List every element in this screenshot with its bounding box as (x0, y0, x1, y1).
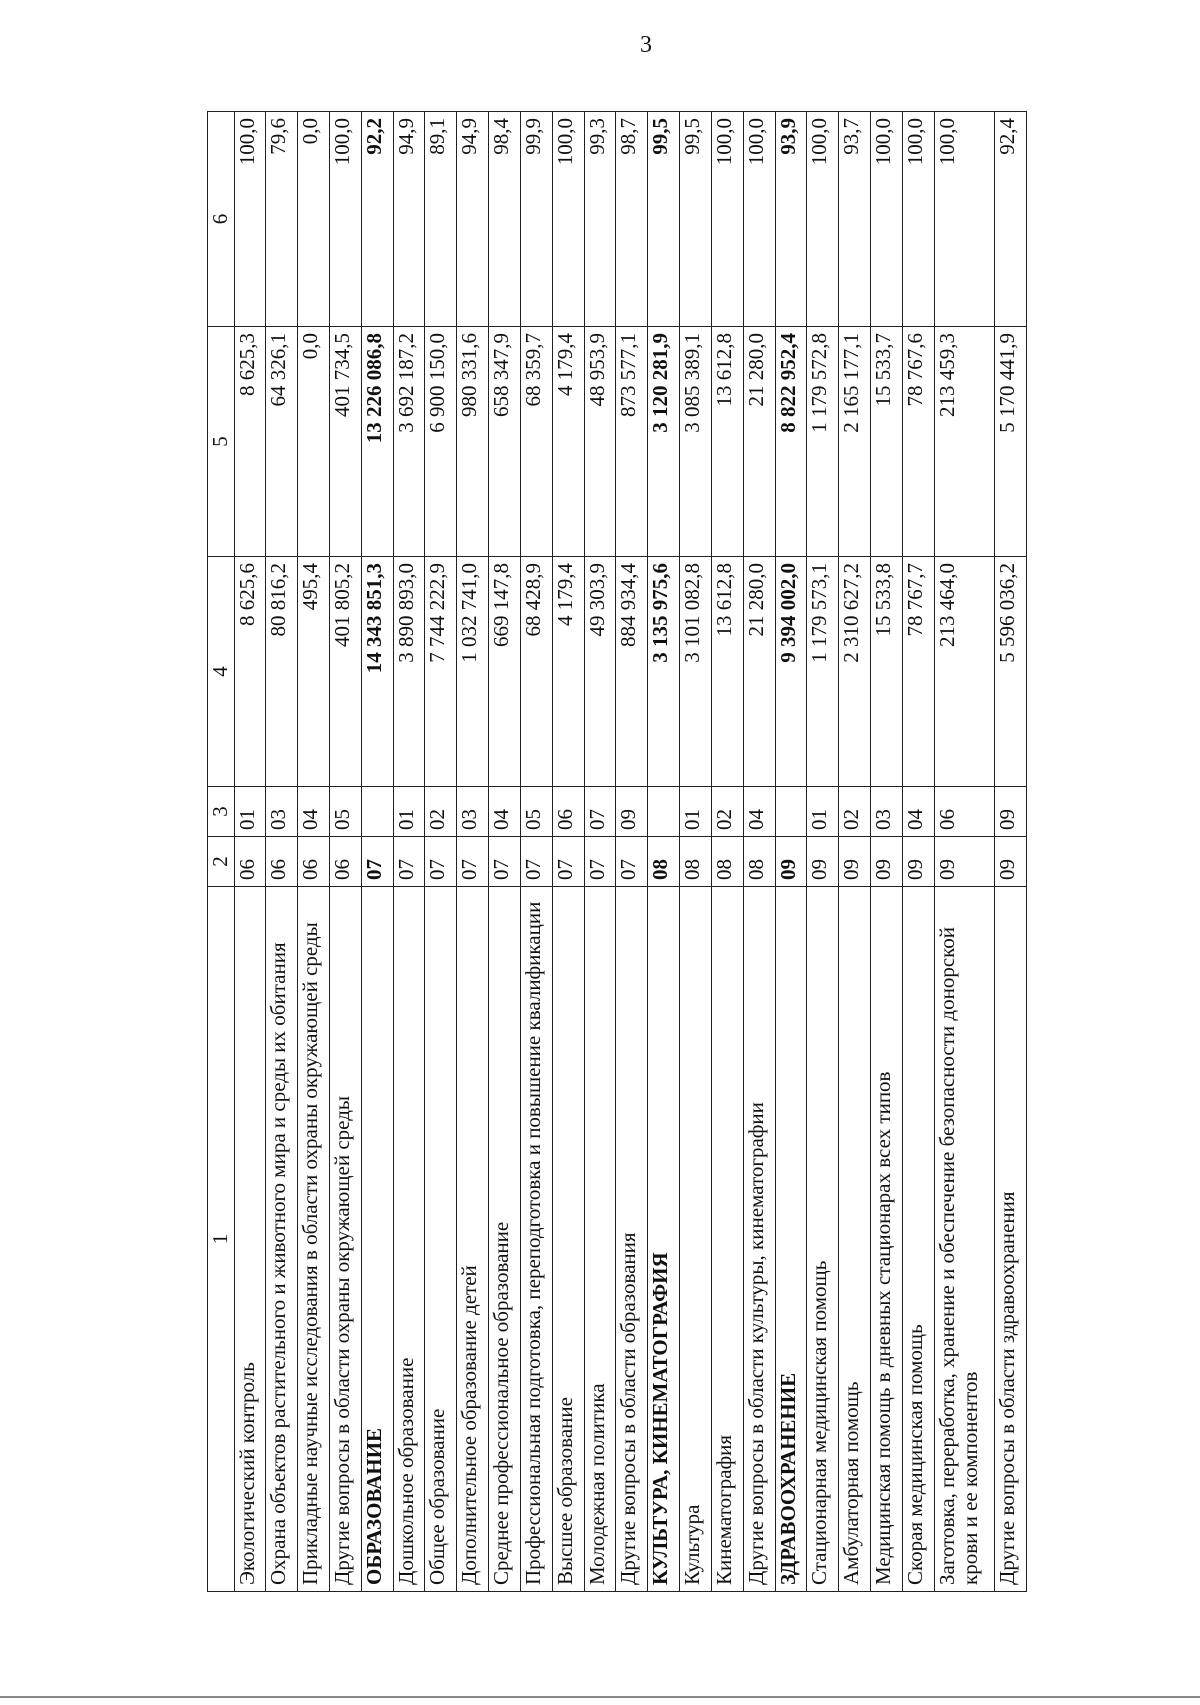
row-value-col6: 99,9 (520, 112, 552, 327)
row-subsection-code: 01 (393, 787, 425, 837)
row-section-code: 09 (839, 837, 871, 887)
row-value-col6: 100,0 (902, 112, 934, 327)
row-name-cell: Медицинская помощь в дневных стационарах всех типов (871, 887, 903, 1592)
table-row (330, 112, 362, 1592)
row-name-cell: Стационарная медицинская помощь (807, 887, 839, 1592)
row-subsection-code: 03 (871, 787, 903, 837)
row-value-col5: 2 165 177,1 (839, 327, 871, 557)
row-name-cell: Другие вопросы в области охраны окружающей среды (330, 887, 362, 1592)
row-value-col4: 401 805,2 (330, 557, 362, 787)
row-value-col6: 99,5 (648, 112, 680, 327)
table-row (648, 112, 680, 1592)
row-value-col6: 100,0 (807, 112, 839, 327)
row-name-cell: Культура (680, 887, 712, 1592)
row-value-col5: 13 612,8 (711, 327, 743, 557)
row-subsection-code: 02 (425, 787, 457, 837)
row-name-cell: КУЛЬТУРА, КИНЕМАТОГРАФИЯ (648, 887, 680, 1592)
table-row (616, 112, 648, 1592)
row-value-col4: 15 533,8 (871, 557, 903, 787)
row-section-code: 07 (552, 837, 584, 887)
row-value-col6: 100,0 (743, 112, 775, 327)
row-value-col6: 100,0 (711, 112, 743, 327)
row-value-col4: 7 744 222,9 (425, 557, 457, 787)
row-value-col4: 80 816,2 (266, 557, 298, 787)
row-name-cell: Кинематография (711, 887, 743, 1592)
row-value-col5: 48 953,9 (584, 327, 616, 557)
row-section-code: 09 (807, 837, 839, 887)
row-value-col4: 213 464,0 (934, 557, 994, 787)
row-value-col5: 78 767,6 (902, 327, 934, 557)
row-subsection-code: 03 (266, 787, 298, 837)
row-value-col4: 3 890 893,0 (393, 557, 425, 787)
row-subsection-code: 03 (457, 787, 489, 837)
table-row (266, 112, 298, 1592)
table-row (425, 112, 457, 1592)
row-subsection-code: 02 (839, 787, 871, 837)
table-row (680, 112, 712, 1592)
header-cell-2: 2 (208, 837, 235, 887)
row-value-col6: 92,2 (361, 112, 393, 327)
table-row (520, 112, 552, 1592)
row-value-col5: 3 692 187,2 (393, 327, 425, 557)
row-section-code: 09 (994, 837, 1026, 887)
row-name-cell: Другие вопросы в области здравоохранения (994, 887, 1026, 1592)
row-subsection-code: 06 (934, 787, 994, 837)
row-subsection-code: 07 (584, 787, 616, 837)
row-value-col6: 100,0 (934, 112, 994, 327)
row-value-col5: 21 280,0 (743, 327, 775, 557)
page-number: 3 (640, 32, 652, 58)
header-cell-5: 5 (208, 327, 235, 557)
row-section-code: 09 (934, 837, 994, 887)
row-section-code: 07 (393, 837, 425, 887)
row-value-col5: 8 625,3 (234, 327, 266, 557)
row-name-cell: Дошкольное образование (393, 887, 425, 1592)
row-value-col5: 3 120 281,9 (648, 327, 680, 557)
row-name-cell: Молодежная политика (584, 887, 616, 1592)
table-row (934, 112, 994, 1592)
table-row (871, 112, 903, 1592)
row-section-code: 07 (584, 837, 616, 887)
table-row (807, 112, 839, 1592)
row-value-col5: 13 226 086,8 (361, 327, 393, 557)
table-row (743, 112, 775, 1592)
row-value-col6: 99,3 (584, 112, 616, 327)
row-name-cell: Амбулаторная помощь (839, 887, 871, 1592)
row-name-cell: ОБРАЗОВАНИЕ (361, 887, 393, 1592)
row-value-col5: 980 331,6 (457, 327, 489, 557)
table-body (234, 112, 1026, 1592)
row-name-cell: Прикладные научные исследования в области охраны окружающей среды (298, 887, 330, 1592)
row-subsection-code: 06 (552, 787, 584, 837)
row-value-col6: 99,5 (680, 112, 712, 327)
row-value-col5: 64 326,1 (266, 327, 298, 557)
row-value-col5: 6 900 150,0 (425, 327, 457, 557)
row-section-code: 06 (298, 837, 330, 887)
row-subsection-code: 01 (680, 787, 712, 837)
row-value-col5: 1 179 572,8 (807, 327, 839, 557)
row-value-col4: 1 032 741,0 (457, 557, 489, 787)
row-value-col5: 15 533,7 (871, 327, 903, 557)
row-value-col6: 100,0 (552, 112, 584, 327)
scan-edge-divider (0, 1696, 1200, 1698)
header-cell-6: 6 (208, 112, 235, 327)
row-value-col4: 884 934,4 (616, 557, 648, 787)
row-value-col5: 8 822 952,4 (775, 327, 807, 557)
row-section-code: 06 (330, 837, 362, 887)
row-value-col5: 401 734,5 (330, 327, 362, 557)
row-value-col4: 4 179,4 (552, 557, 584, 787)
row-value-col5: 4 179,4 (552, 327, 584, 557)
row-value-col4: 14 343 851,3 (361, 557, 393, 787)
row-name-cell: Экологический контроль (234, 887, 266, 1592)
row-value-col5: 68 359,7 (520, 327, 552, 557)
row-subsection-code: 04 (743, 787, 775, 837)
table-row (234, 112, 266, 1592)
table-row (902, 112, 934, 1592)
row-subsection-code: 01 (234, 787, 266, 837)
row-name-cell: Другие вопросы в области образования (616, 887, 648, 1592)
table-row (457, 112, 489, 1592)
row-subsection-code (361, 787, 393, 837)
row-section-code: 07 (489, 837, 521, 887)
row-section-code: 08 (680, 837, 712, 887)
row-value-col4: 669 147,8 (489, 557, 521, 787)
row-value-col4: 9 394 002,0 (775, 557, 807, 787)
row-value-col4: 21 280,0 (743, 557, 775, 787)
row-value-col6: 0,0 (298, 112, 330, 327)
row-section-code: 09 (871, 837, 903, 887)
row-name-cell: Среднее профессиональное образование (489, 887, 521, 1592)
row-value-col5: 5 170 441,9 (994, 327, 1026, 557)
row-value-col4: 78 767,7 (902, 557, 934, 787)
row-value-col6: 89,1 (425, 112, 457, 327)
header-cell-3: 3 (208, 787, 235, 837)
row-value-col4: 3 101 082,8 (680, 557, 712, 787)
row-value-col5: 658 347,9 (489, 327, 521, 557)
row-section-code: 06 (266, 837, 298, 887)
row-value-col6: 100,0 (234, 112, 266, 327)
row-subsection-code: 02 (711, 787, 743, 837)
row-value-col6: 93,7 (839, 112, 871, 327)
row-value-col4: 2 310 627,2 (839, 557, 871, 787)
row-subsection-code: 04 (902, 787, 934, 837)
table-row (839, 112, 871, 1592)
row-value-col4: 1 179 573,1 (807, 557, 839, 787)
table-row (552, 112, 584, 1592)
row-value-col4: 13 612,8 (711, 557, 743, 787)
row-value-col6: 94,9 (457, 112, 489, 327)
row-section-code: 06 (234, 837, 266, 887)
rotated-table-container (207, 112, 1027, 1592)
row-value-col6: 98,7 (616, 112, 648, 327)
row-name-cell: Общее образование (425, 887, 457, 1592)
table-row (711, 112, 743, 1592)
row-subsection-code: 09 (616, 787, 648, 837)
row-subsection-code: 04 (298, 787, 330, 837)
row-value-col5: 3 085 389,1 (680, 327, 712, 557)
row-subsection-code: 09 (994, 787, 1026, 837)
row-section-code: 07 (520, 837, 552, 887)
table-row (584, 112, 616, 1592)
row-value-col6: 92,4 (994, 112, 1026, 327)
row-section-code: 07 (361, 837, 393, 887)
row-section-code: 09 (775, 837, 807, 887)
row-section-code: 08 (648, 837, 680, 887)
table-row (994, 112, 1026, 1592)
row-value-col4: 3 135 975,6 (648, 557, 680, 787)
row-value-col5: 213 459,3 (934, 327, 994, 557)
row-value-col4: 5 596 036,2 (994, 557, 1026, 787)
row-section-code: 07 (457, 837, 489, 887)
row-name-cell: Скорая медицинская помощь (902, 887, 934, 1592)
row-value-col4: 49 303,9 (584, 557, 616, 787)
table-row (775, 112, 807, 1592)
budget-table (207, 111, 1027, 1592)
row-subsection-code (775, 787, 807, 837)
row-subsection-code: 05 (330, 787, 362, 837)
row-value-col5: 0,0 (298, 327, 330, 557)
row-subsection-code (648, 787, 680, 837)
header-cell-4: 4 (208, 557, 235, 787)
header-cell-1: 1 (208, 887, 235, 1592)
row-value-col6: 94,9 (393, 112, 425, 327)
row-value-col4: 8 625,6 (234, 557, 266, 787)
table-row (489, 112, 521, 1592)
row-section-code: 08 (743, 837, 775, 887)
row-section-code: 07 (425, 837, 457, 887)
row-value-col6: 93,9 (775, 112, 807, 327)
row-section-code: 09 (902, 837, 934, 887)
row-value-col6: 79,6 (266, 112, 298, 327)
row-subsection-code: 01 (807, 787, 839, 837)
row-name-cell: Другие вопросы в области культуры, кинематографии (743, 887, 775, 1592)
row-name-cell: Профессиональная подготовка, переподготовка и повышение квалификации (520, 887, 552, 1592)
row-value-col4: 495,4 (298, 557, 330, 787)
table-row (393, 112, 425, 1592)
table-row (361, 112, 393, 1592)
row-value-col6: 100,0 (871, 112, 903, 327)
header-row (208, 112, 235, 1592)
row-section-code: 08 (711, 837, 743, 887)
row-name-cell: Дополнительное образование детей (457, 887, 489, 1592)
row-name-cell: Охрана объектов растительного и животного мира и среды их обитания (266, 887, 298, 1592)
row-value-col4: 68 428,9 (520, 557, 552, 787)
row-name-cell: ЗДРАВООХРАНЕНИЕ (775, 887, 807, 1592)
row-name-cell: Заготовка, переработка, хранение и обеспечение безопасности донорской крови и ее компонентов (934, 887, 994, 1592)
row-value-col6: 100,0 (330, 112, 362, 327)
row-name-cell: Высшее образование (552, 887, 584, 1592)
row-section-code: 07 (616, 837, 648, 887)
row-subsection-code: 05 (520, 787, 552, 837)
table-row (298, 112, 330, 1592)
row-value-col5: 873 577,1 (616, 327, 648, 557)
row-subsection-code: 04 (489, 787, 521, 837)
row-value-col6: 98,4 (489, 112, 521, 327)
